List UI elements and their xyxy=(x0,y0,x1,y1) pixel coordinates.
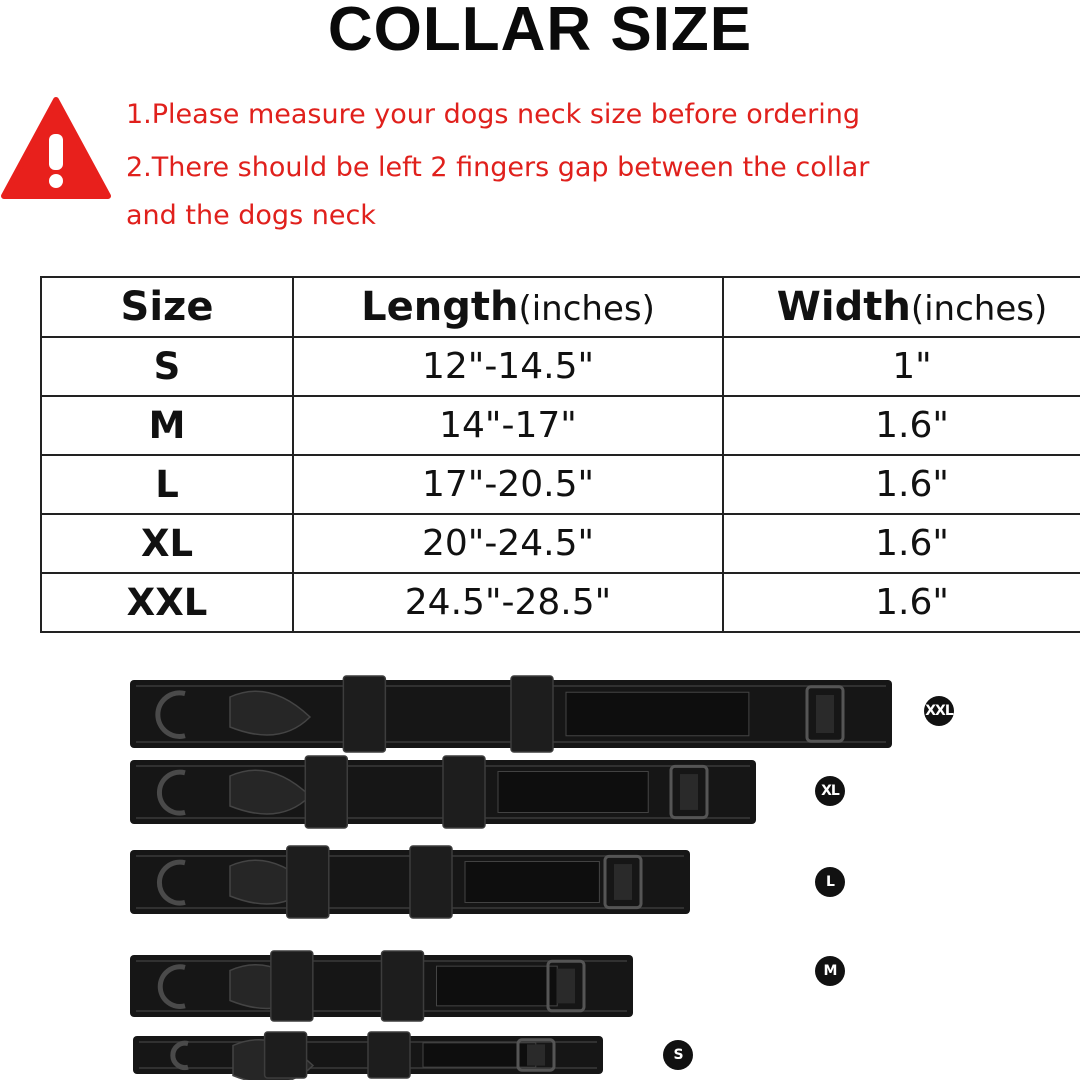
header-length: Length(inches) xyxy=(293,277,723,337)
header-width: Width(inches) xyxy=(723,277,1080,337)
table-header-row xyxy=(41,277,1080,337)
note-gap-line-1: 2.There should be left 2 fingers gap between the collar xyxy=(126,152,870,183)
collar-xxl xyxy=(130,676,892,752)
collar-comparison xyxy=(0,640,1080,1080)
size-badge-xxl: XXL xyxy=(924,696,954,726)
cell-width: 1" xyxy=(723,337,1080,396)
cell-width: 1.6" xyxy=(723,396,1080,455)
size-badge-m: M xyxy=(815,956,845,986)
header-size: Size xyxy=(41,277,293,337)
table-row xyxy=(41,396,1080,455)
cell-length: 20"-24.5" xyxy=(293,514,723,573)
cell-length: 17"-20.5" xyxy=(293,455,723,514)
collar-images xyxy=(0,640,1080,1080)
collar-l xyxy=(130,846,690,918)
cell-length: 24.5"-28.5" xyxy=(293,573,723,632)
warning-triangle-icon xyxy=(0,92,112,200)
size-badge-l: L xyxy=(815,867,845,897)
cell-length: 12"-14.5" xyxy=(293,337,723,396)
cell-length: 14"-17" xyxy=(293,396,723,455)
collar-m xyxy=(130,951,633,1021)
table-row xyxy=(41,514,1080,573)
note-finger-gap xyxy=(126,144,1076,240)
cell-width: 1.6" xyxy=(723,514,1080,573)
collar-s xyxy=(133,1032,603,1080)
cell-size: L xyxy=(41,455,293,514)
cell-size: M xyxy=(41,396,293,455)
cell-size: XXL xyxy=(41,573,293,632)
collar-xl xyxy=(130,756,756,828)
table-row xyxy=(41,455,1080,514)
cell-size: XL xyxy=(41,514,293,573)
size-chart-table xyxy=(40,276,1080,633)
size-badge-s: S xyxy=(663,1040,693,1070)
note-measure: 1.Please measure your dogs neck size before ordering xyxy=(126,99,860,130)
page-title: COLLAR SIZE xyxy=(327,0,753,64)
instructions xyxy=(126,88,1076,240)
table-row xyxy=(41,573,1080,632)
note-gap-line-2: and the dogs neck xyxy=(126,200,376,231)
size-badge-xl: XL xyxy=(815,776,845,806)
table-row xyxy=(41,337,1080,396)
cell-width: 1.6" xyxy=(723,573,1080,632)
cell-width: 1.6" xyxy=(723,455,1080,514)
cell-size: S xyxy=(41,337,293,396)
